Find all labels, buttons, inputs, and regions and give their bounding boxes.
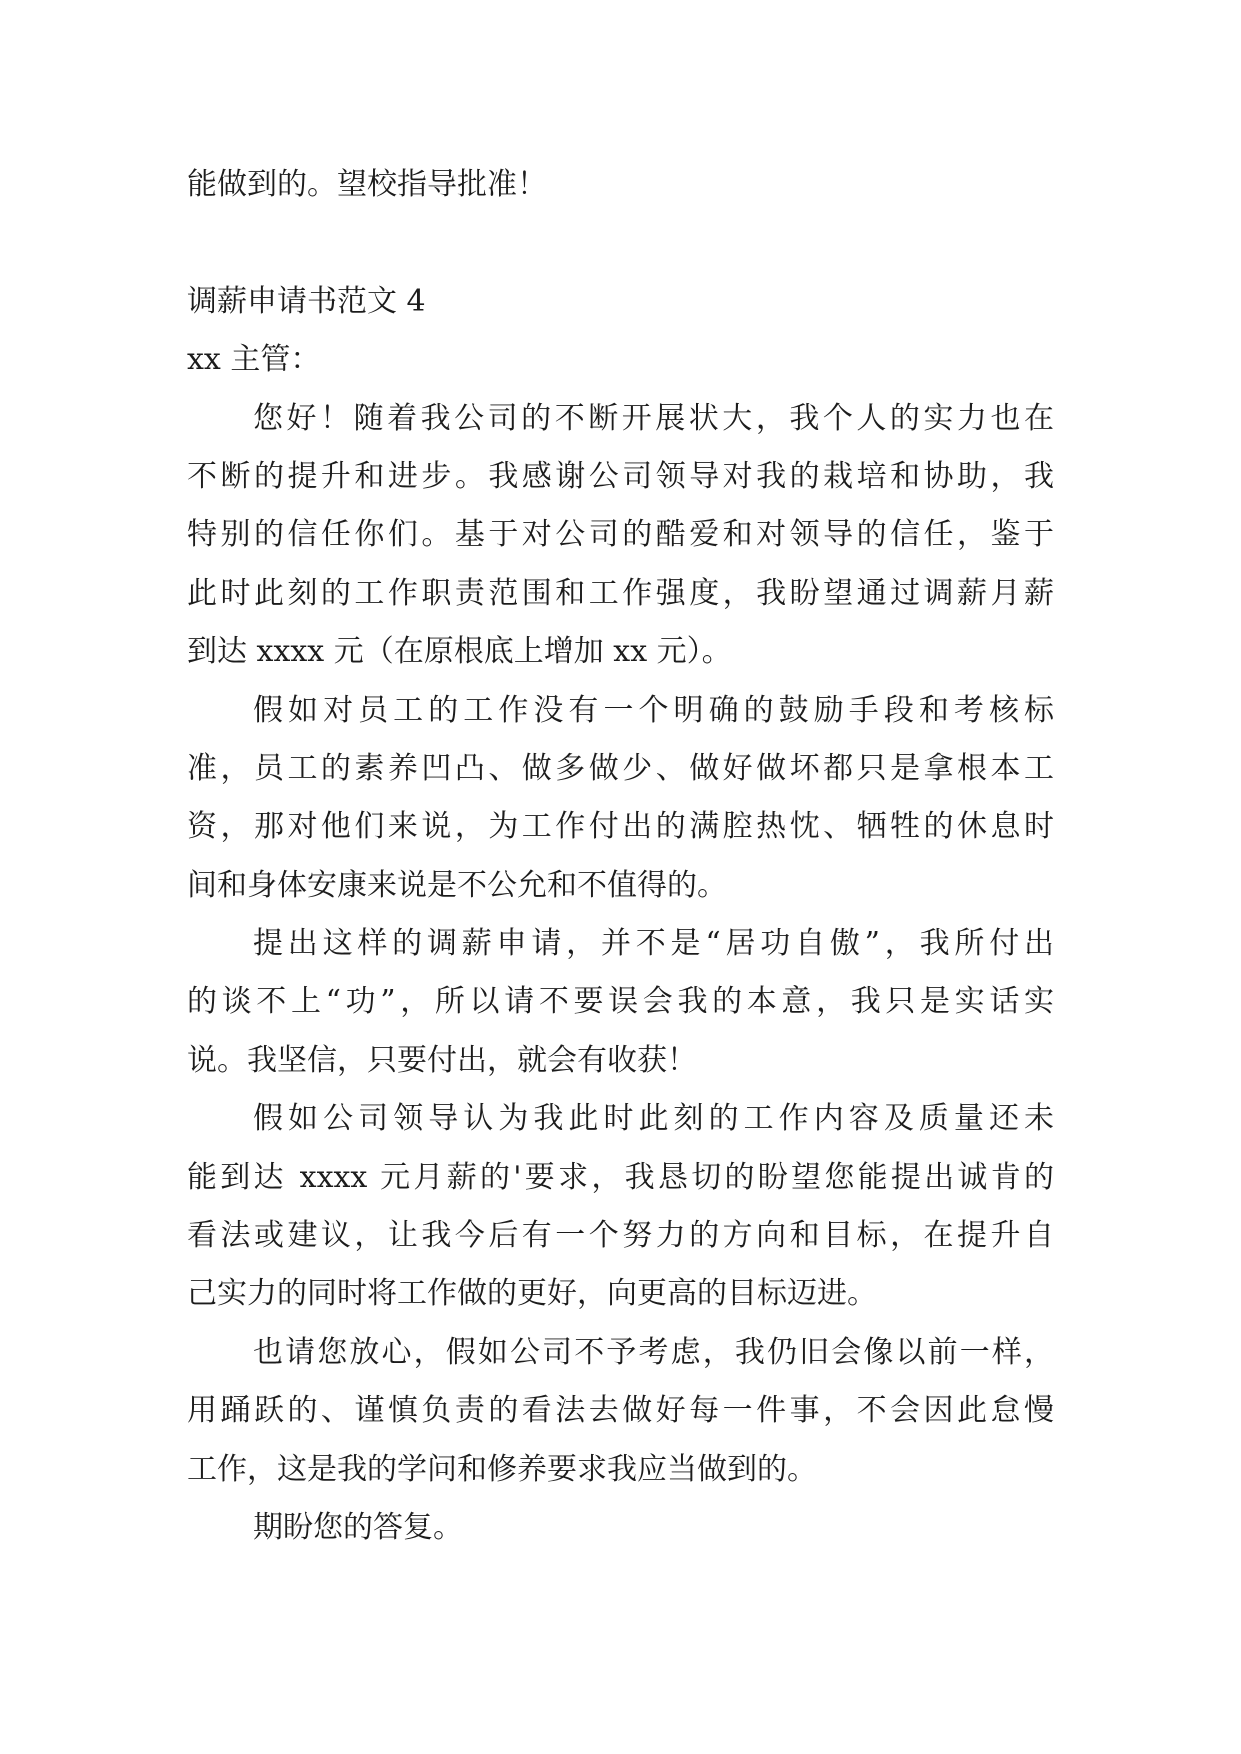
paragraph-line: 能到达 xxxx 元月薪的'要求，我恳切的盼望您能提出诚肯的 — [187, 1159, 1054, 1195]
paragraph-line: 假如对员工的工作没有一个明确的鼓励手段和考核标 — [253, 692, 1054, 728]
paragraph-line: 到达 xxxx 元（在原根底上增加 xx 元）。 — [187, 634, 732, 670]
paragraph-line: 用踊跃的、谨慎负责的看法去做好每一件事，不会因此怠慢 — [187, 1393, 1054, 1429]
paragraph-reason — [187, 915, 1054, 1090]
paragraph-line: 工作，这是我的学问和修养要求我应当做到的。 — [187, 1451, 817, 1487]
paragraph-line: 己实力的同时将工作做的更好，向更高的目标迈进。 — [187, 1276, 877, 1312]
paragraph-line: 期盼您的答复。 — [253, 1509, 463, 1545]
paragraph-line: 假如公司领导认为我此时此刻的工作内容及质量还未 — [253, 1101, 1054, 1137]
paragraph-line: 不断的提升和进步。我感谢公司领导对我的栽培和协助，我 — [187, 458, 1054, 494]
paragraph-line: 此时此刻的工作职责范围和工作强度，我盼望通过调薪月薪 — [187, 575, 1054, 611]
paragraph-incentive — [187, 682, 1054, 916]
paragraph-line: 说。我坚信，只要付出，就会有收获！ — [187, 1042, 697, 1078]
paragraph-line: 的谈不上“功”，所以请不要误会我的本意，我只是实话实 — [187, 984, 1054, 1020]
paragraph-line: 提出这样的调薪申请，并不是“居功自傲”，我所付出 — [253, 926, 1054, 962]
paragraph-line: 资，那对他们来说，为工作付出的满腔热忱、牺牲的休息时 — [187, 809, 1054, 845]
paragraph-line: 看法或建议，让我今后有一个努力的方向和目标，在提升自 — [187, 1218, 1054, 1254]
paragraph-line: 准，员工的素养凹凸、做多做少、做好做坏都只是拿根本工 — [187, 750, 1054, 786]
paragraph-line: 您好！随着我公司的不断开展状大，我个人的实力也在 — [253, 400, 1054, 436]
paragraph-greeting — [187, 390, 1054, 682]
salutation: xx 主管： — [187, 342, 321, 378]
document-title: 调薪申请书范文 4 — [187, 283, 426, 319]
paragraph-closing — [187, 1499, 1054, 1557]
paragraph-line: 特别的信任你们。基于对公司的酷爱和对领导的信任，鉴于 — [187, 517, 1054, 553]
paragraph-assurance — [187, 1324, 1054, 1499]
blank-line — [187, 214, 1054, 272]
document-body — [187, 156, 1054, 1557]
continued-text-line: 能做到的。望校指导批准！ — [187, 167, 547, 202]
paragraph-line: 间和身体安康来说是不公允和不值得的。 — [187, 867, 727, 903]
paragraph-feedback — [187, 1090, 1054, 1324]
paragraph-line: 也请您放心，假如公司不予考虑，我仍旧会像以前一样， — [253, 1334, 1054, 1370]
